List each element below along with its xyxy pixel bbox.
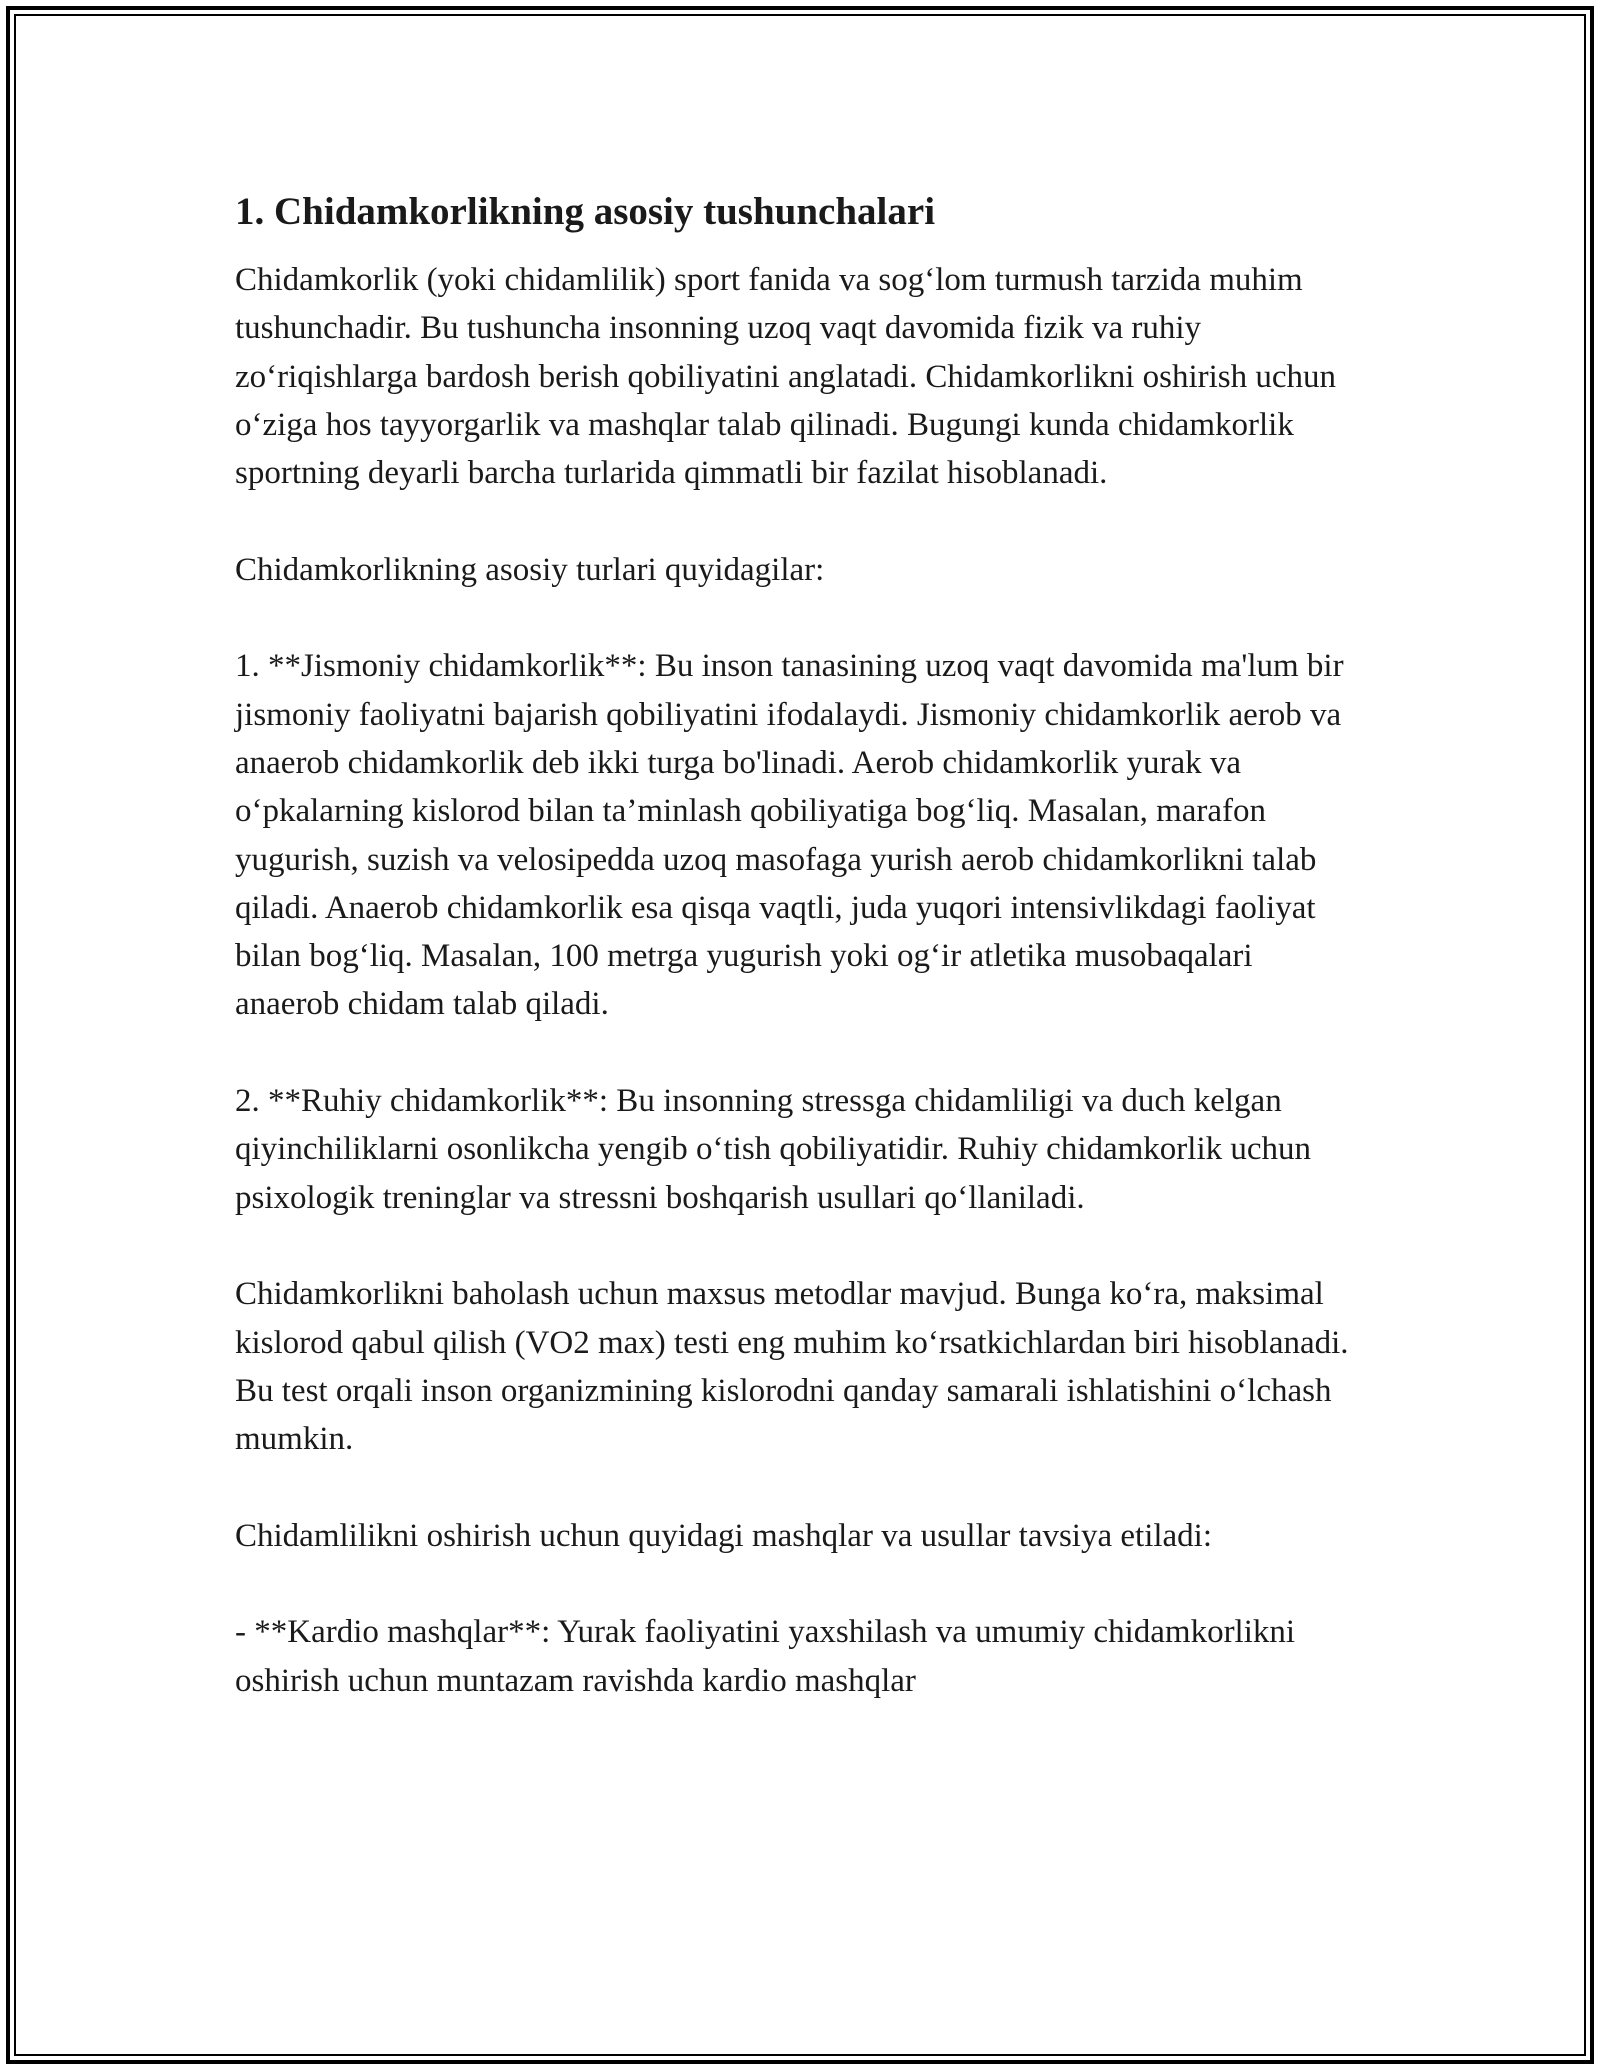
document-body: [235, 186, 1365, 1705]
paragraph-exercises-intro: Chidamlilikni oshirish uchun quyidagi mashqlar va usullar tavsiya etiladi:: [235, 1517, 1213, 1554]
paragraph-types-intro: Chidamkorlikning asosiy turlari quyidagilar:: [235, 551, 825, 588]
paragraph-cardio: - **Kardio mashqlar**: Yurak faoliyatini yaxshilash va umumiy chidamkorlikni oshirish uchun muntazam ravishda kardio mashqlar: [235, 1614, 1296, 1699]
paragraph-assessment: Chidamkorlikni baholash uchun maxsus metodlar mavjud. Bunga ko‘ra, maksimal kislorod qabul qilish (VO2 max) testi eng muhim ko‘rsatkichlardan biri hisoblanadi. Bu test orqali inson organizmining kislorodni qanday samarali ishlatishini o‘lchash mumkin.: [235, 1276, 1349, 1458]
section-heading: 1. Chidamkorlikning asosiy tushunchalari: [235, 190, 936, 233]
paragraph-physical-endurance: 1. **Jismoniy chidamkorlik**: Bu inson tanasining uzoq vaqt davomida ma'lum bir jismoniy faoliyatni bajarish qobiliyatini ifodalaydi. Jismoniy chidamkorlik aerob va anaerob chidamkorlik deb ikki turga bo'linadi. Aerob chidamkorlik yurak va o‘pkalarning kislorod bilan ta’minlash qobiliyatiga bog‘liq. Masalan, marafon yugurish, suzish va velosipedda uzoq masofaga yurish aerob chidamkorlikni talab qiladi. Anaerob chidamkorlik esa qisqa vaqtli, juda yuqori intensivlikdagi faoliyat bilan bog‘liq. Masalan, 100 metrga yugurish yoki og‘ir atletika musobaqalari anaerob chidam talab qiladi.: [235, 648, 1344, 1023]
paragraph-intro: Chidamkorlik (yoki chidamlilik) sport fanida va sog‘lom turmush tarzida muhim tushunchadir. Bu tushuncha insonning uzoq vaqt davomida fizik va ruhiy zo‘riqishlarga bardosh berish qobiliyatini anglatadi. Chidamkorlikni oshirish uchun o‘ziga hos tayyorgarlik va mashqlar talab qilinadi. Bugungi kunda chidamkorlik sportning deyarli barcha turlarida qimmatli bir fazilat hisoblanadi.: [235, 262, 1337, 492]
paragraph-mental-endurance: 2. **Ruhiy chidamkorlik**: Bu insonning stressga chidamliligi va duch kelgan qiyinchiliklarni osonlikcha yengib o‘tish qobiliyatidir. Ruhiy chidamkorlik uchun psixologik treninglar va stressni boshqarish usullari qo‘llaniladi.: [235, 1083, 1312, 1216]
